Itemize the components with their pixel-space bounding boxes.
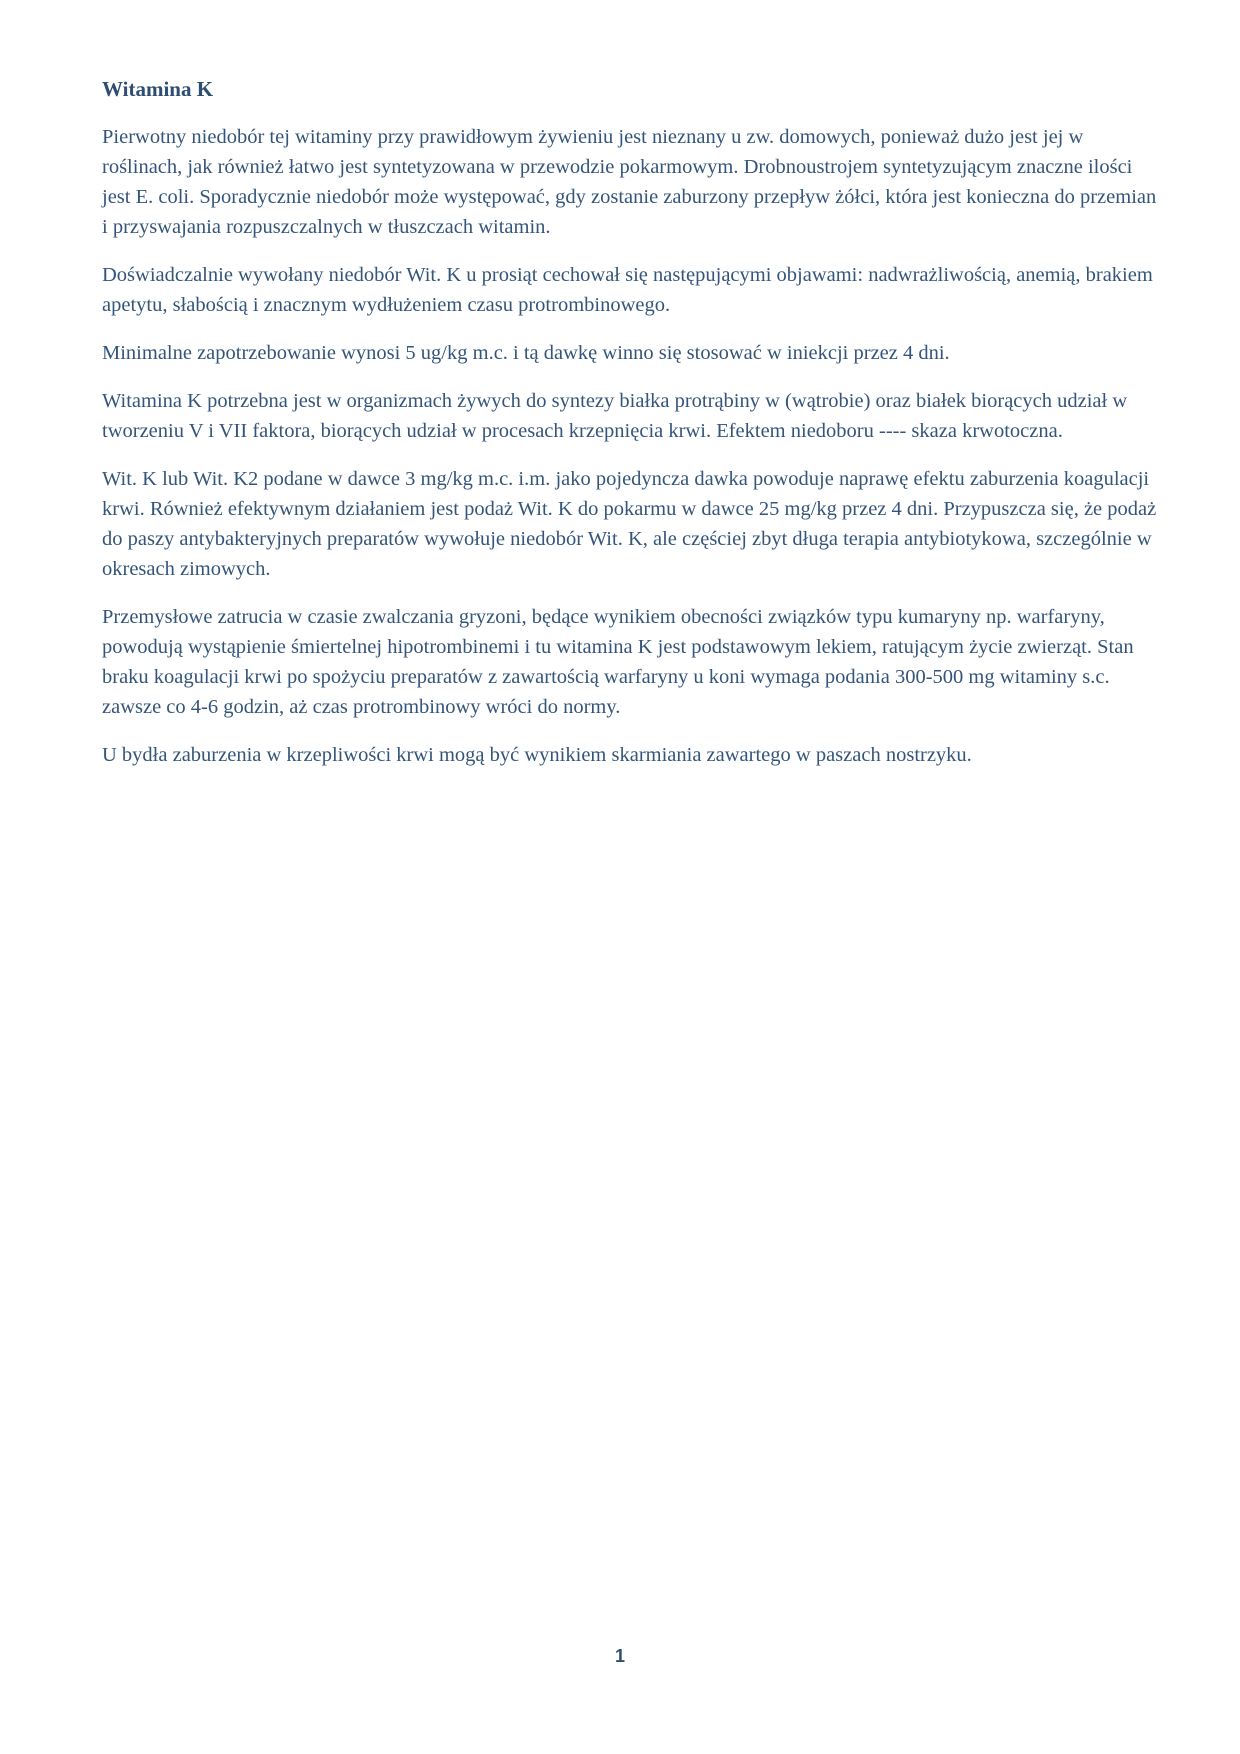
paragraph-primary-deficiency: Pierwotny niedobór tej witaminy przy prawidłowym żywieniu jest nieznany u zw. domowych, ponieważ dużo jest jej w roślinach, jak również łatwo jest syntetyzowana w przewodzie pokarmowym. Drobnoustrojem syntetyzującym znaczne ilości jest E. coli. Sporadycznie niedobór może występować, gdy zostanie zaburzony przepływ żółci, która jest konieczna do przemian i przyswajania rozpuszczalnych w tłuszczach witamin. [102, 126, 1157, 238]
document-body [102, 74, 1164, 788]
document-title: Witamina K [102, 77, 214, 101]
paragraph-cattle: U bydła zaburzenia w krzepliwości krwi mogą być wynikiem skarmiania zawartego w paszach nostrzyku. [102, 744, 972, 766]
page-number: 1 [614, 1646, 625, 1666]
paragraph-minimum-requirement: Minimalne zapotrzebowanie wynosi 5 ug/kg m.c. i tą dawkę winno się stosować w iniekcji przez 4 dni. [102, 342, 950, 364]
paragraph-experimental-deficiency: Doświadczalnie wywołany niedobór Wit. K u prosiąt cechował się następującymi objawami: nadwrażliwością, anemią, brakiem apetytu, słabością i znacznym wydłużeniem czasu protrombinowego. [102, 264, 1153, 316]
paragraph-dosage: Wit. K lub Wit. K2 podane w dawce 3 mg/kg m.c. i.m. jako pojedyncza dawka powoduje naprawę efektu zaburzenia koagulacji krwi. Również efektywnym działaniem jest podaż Wit. K do pokarmu w dawce 25 mg/kg przez 4 dni. Przypuszcza się, że podaż do paszy antybakteryjnych preparatów wywołuje niedobór Wit. K, ale częściej zbyt długa terapia antybiotykowa, szczególnie w okresach zimowych. [102, 468, 1157, 580]
paragraph-poisoning: Przemysłowe zatrucia w czasie zwalczania gryzoni, będące wynikiem obecności związków typu kumaryny np. warfaryny, powodują wystąpienie śmiertelnej hipotrombinemi i tu witamina K jest podstawowym lekiem, ratującym życie zwierząt. Stan braku koagulacji krwi po spożyciu preparatów z zawartością warfaryny u koni wymaga podania 300-500 mg witaminy s.c. zawsze co 4-6 godzin, aż czas protrombinowy wróci do normy. [102, 606, 1134, 718]
paragraph-function: Witamina K potrzebna jest w organizmach żywych do syntezy białka protrąbiny w (wątrobie) oraz białek biorących udział w tworzeniu V i VII faktora, biorących udział w procesach krzepnięcia krwi. Efektem niedoboru ---- skaza krwotoczna. [102, 390, 1128, 442]
